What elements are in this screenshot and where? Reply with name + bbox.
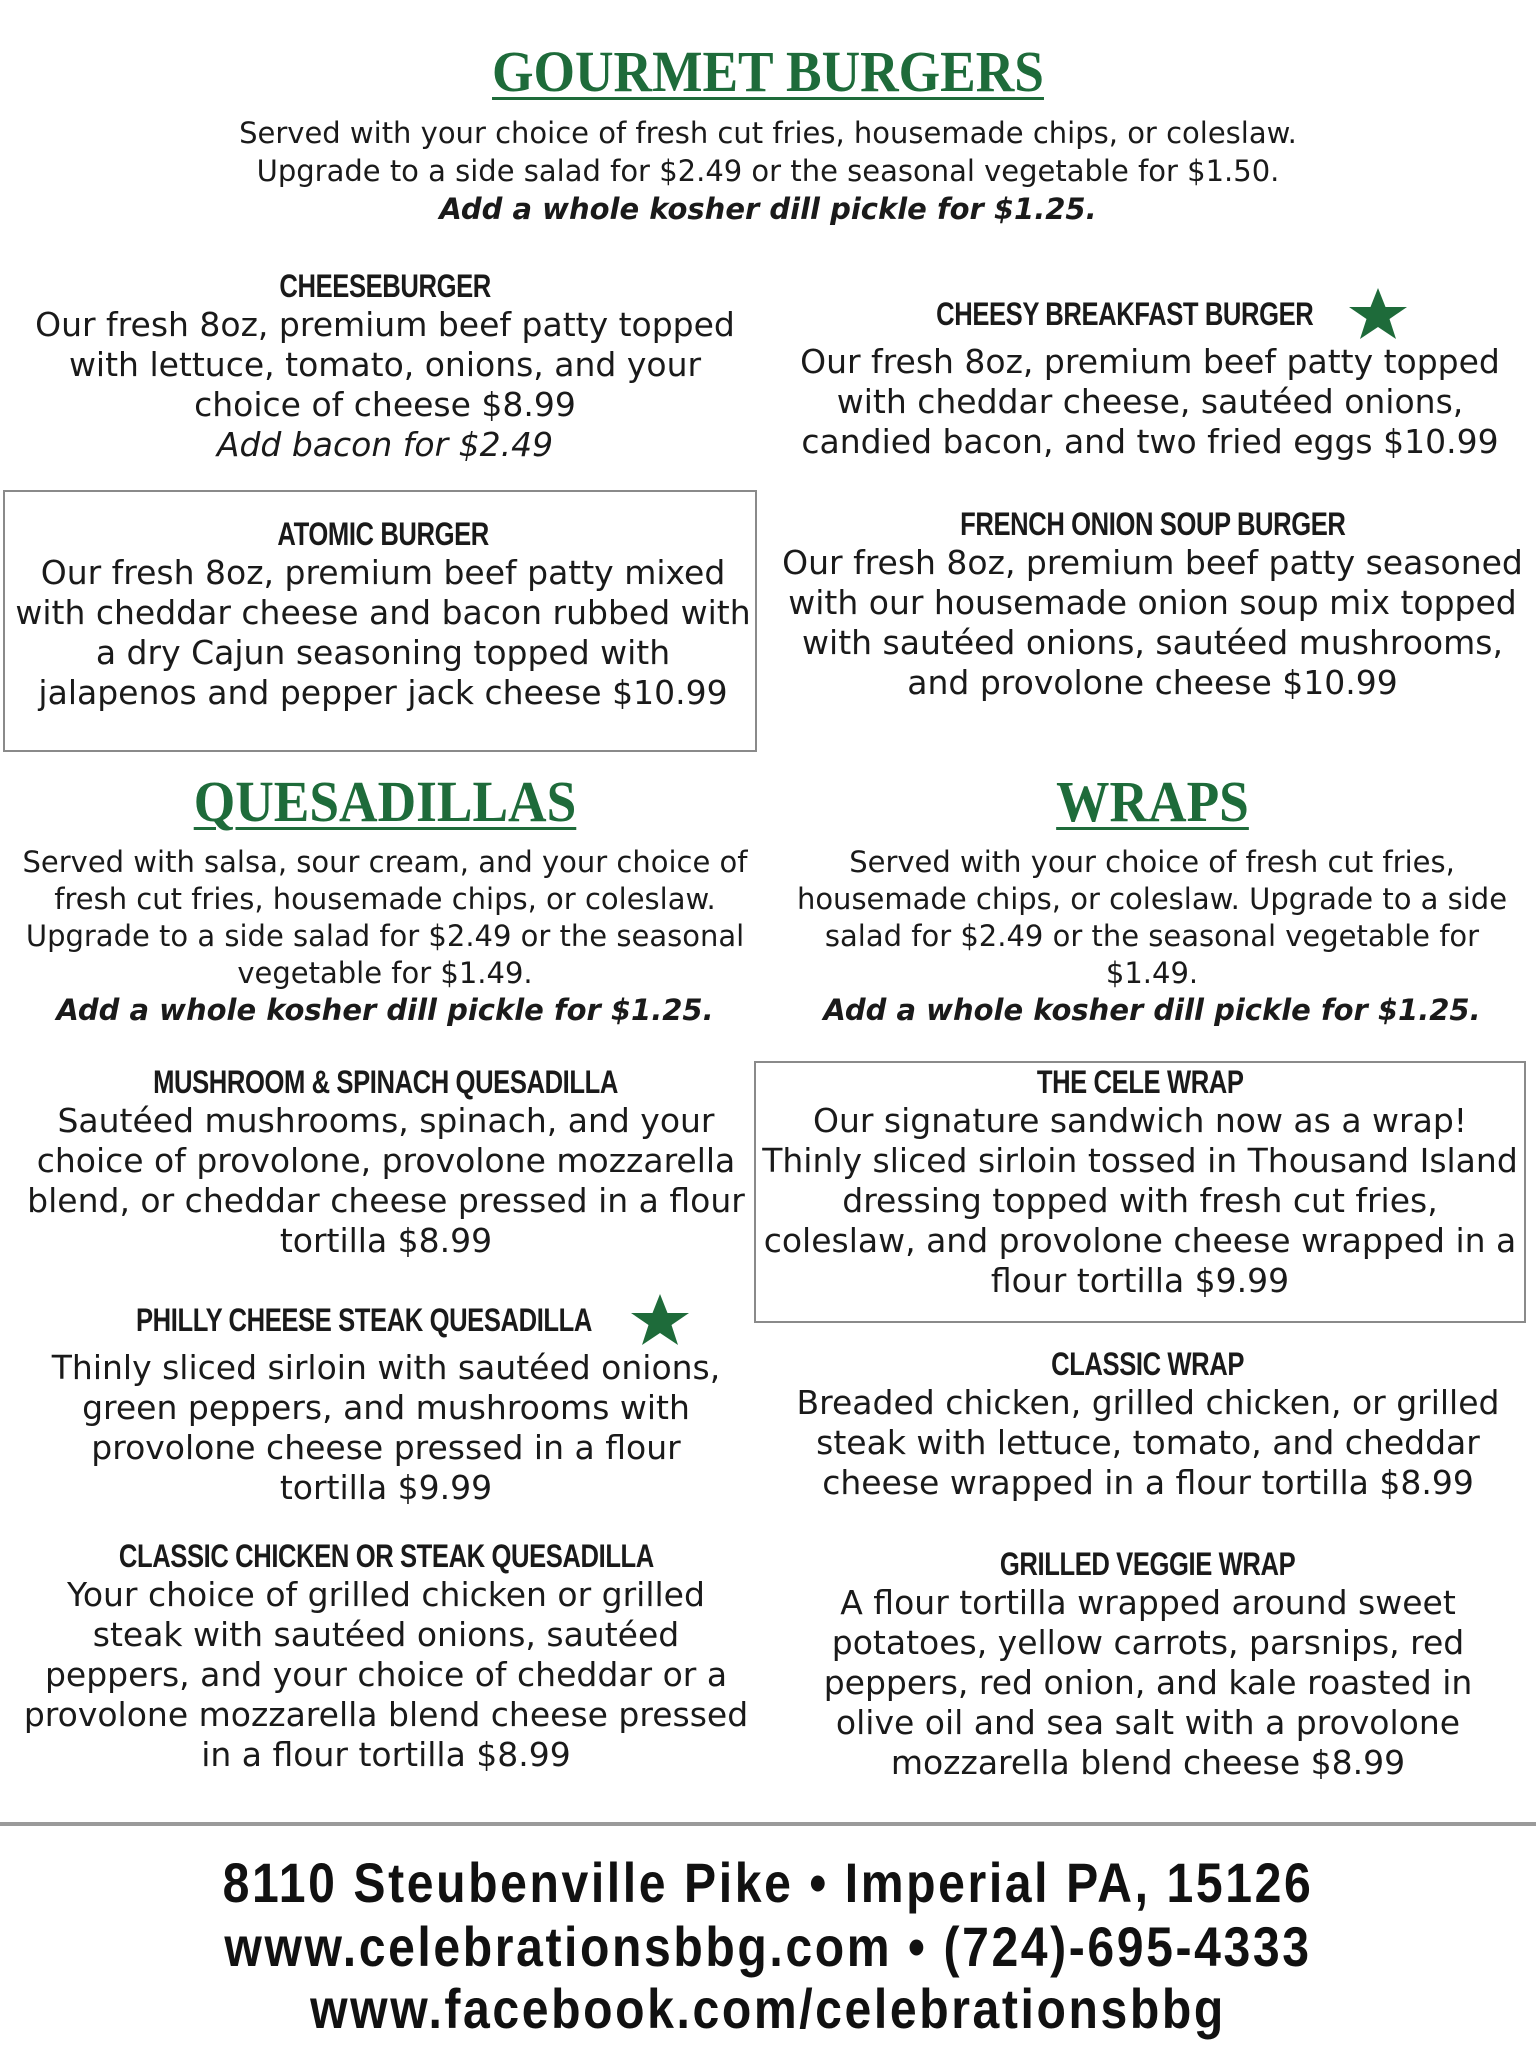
wraps-pickle: Add a whole kosher dill pickle for $1.25.	[823, 993, 1481, 1027]
menu-item-classic-chicken-steak-quesadilla	[14, 1538, 758, 1775]
star-icon	[627, 1292, 693, 1348]
wraps-intro	[782, 844, 1522, 1029]
item-desc: Our fresh 8oz, premium beef patty mixed with cheddar cheese and bacon rubbed with a dry Cajun seasoning topped with jalapenos and pepper jack cheese $10.99	[15, 553, 751, 712]
item-name: GRILLED VEGGIE WRAP	[1000, 1546, 1296, 1582]
quesadillas-intro	[18, 844, 752, 1029]
item-name: PHILLY CHEESE STEAK QUESADILLA	[136, 1302, 593, 1338]
item-name: CHEESY BREAKFAST BURGER	[935, 296, 1314, 332]
item-desc: Our fresh 8oz, premium beef patty topped with lettuce, tomato, onions, and your choice of cheese $8.99	[35, 305, 735, 424]
quesadillas-intro-text: Served with salsa, sour cream, and your choice of fresh cut fries, housemade chips, or coleslaw. Upgrade to a side salad for $2.49 or the seasonal vegetable for $1.49.	[22, 845, 748, 990]
item-name: MUSHROOM & SPINACH QUESADILLA	[153, 1064, 619, 1100]
burgers-intro	[100, 114, 1436, 228]
footer-facebook: www.facebook.com/celebrationsbbg	[310, 1977, 1226, 2040]
item-desc: Your choice of grilled chicken or grilled steak with sautéed onions, sautéed peppers, and your choice of cheddar or a provolone mozzarella blend cheese pressed in a flour tortilla $8.99	[23, 1575, 749, 1774]
item-desc: Thinly sliced sirloin with sautéed onions, green peppers, and mushrooms with provolone cheese pressed in a flour tortilla $9.99	[51, 1347, 721, 1507]
menu-item-cheesy-breakfast-burger	[775, 296, 1525, 462]
item-name: ATOMIC BURGER	[277, 516, 489, 552]
burgers-intro-line3: Add a whole kosher dill pickle for $1.25.	[439, 192, 1097, 226]
section-title-burgers: GOURMET BURGERS	[492, 39, 1044, 104]
wraps-intro-text: Served with your choice of fresh cut fries, housemade chips, or coleslaw. Upgrade to a side salad for $2.49 or the seasonal vegetable for $1.49.	[796, 845, 1508, 990]
footer-address: 8110 Steubenville Pike • Imperial PA, 15126	[222, 1851, 1314, 1914]
menu-item-classic-wrap	[772, 1346, 1524, 1503]
menu-item-cele-wrap	[762, 1064, 1518, 1301]
footer-divider	[0, 1822, 1536, 1826]
item-name: CHEESEBURGER	[279, 268, 491, 304]
section-title-quesadillas: QUESADILLAS	[193, 769, 577, 834]
item-name: CLASSIC WRAP	[1051, 1346, 1245, 1382]
item-desc: Sautéed mushrooms, spinach, and your choice of provolone, provolone mozzarella blend, or cheddar cheese pressed in a flour tortilla $8.99	[27, 1101, 745, 1260]
item-note: Add bacon for $2.49	[216, 425, 554, 464]
item-name: CLASSIC CHICKEN OR STEAK QUESADILLA	[118, 1538, 654, 1574]
item-name: THE CELE WRAP	[1036, 1064, 1244, 1100]
burgers-intro-line2: Upgrade to a side salad for $2.49 or the seasonal vegetable for $1.50.	[256, 154, 1280, 188]
item-name: FRENCH ONION SOUP BURGER	[959, 506, 1346, 542]
menu-item-cheeseburger	[10, 268, 760, 465]
footer-website-phone: www.celebrationsbbg.com • (724)-695-4333	[224, 1915, 1312, 1978]
star-icon	[1345, 286, 1411, 342]
item-desc: A flour tortilla wrapped around sweet potatoes, yellow carrots, parsnips, red peppers, red onion, and kale roasted in olive oil and sea salt with a provolone mozzarella blend cheese $8.99	[823, 1583, 1473, 1782]
item-desc: Our fresh 8oz, premium beef patty topped with cheddar cheese, sautéed onions, candied bacon, and two fried eggs $10.99	[800, 341, 1500, 461]
menu-item-philly-cheese-steak-quesadilla	[14, 1302, 758, 1508]
item-desc: Breaded chicken, grilled chicken, or grilled steak with lettuce, tomato, and cheddar cheese wrapped in a flour tortilla $8.99	[796, 1383, 1500, 1502]
menu-item-grilled-veggie-wrap	[772, 1546, 1524, 1783]
item-desc: Our fresh 8oz, premium beef patty seasoned with our housemade onion soup mix topped with sautéed onions, sautéed mushrooms, and provolone cheese $10.99	[782, 543, 1523, 702]
menu-item-mushroom-spinach-quesadilla	[14, 1064, 758, 1261]
item-desc: Our signature sandwich now as a wrap! Thinly sliced sirloin tossed in Thousand Island dressing topped with fresh cut fries, coleslaw, and provolone cheese wrapped in a flour tortilla $9.99	[762, 1101, 1518, 1300]
section-title-wraps: WRAPS	[1056, 769, 1249, 834]
menu-item-atomic-burger	[14, 516, 752, 713]
quesadillas-pickle: Add a whole kosher dill pickle for $1.25.	[56, 993, 714, 1027]
burgers-intro-line1: Served with your choice of fresh cut fries, housemade chips, or coleslaw.	[239, 116, 1297, 150]
menu-item-french-onion-soup-burger	[775, 506, 1530, 703]
